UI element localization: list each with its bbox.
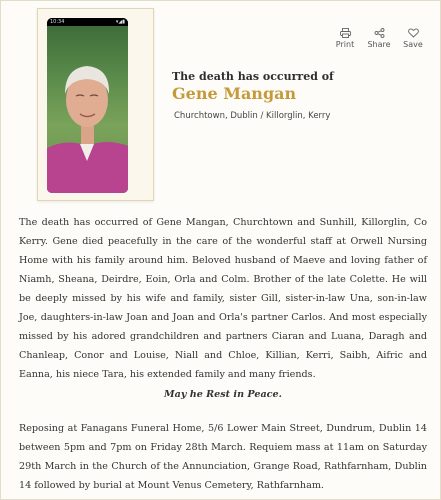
portrait-illustration bbox=[47, 26, 128, 193]
rest-in-peace: May he Rest in Peace. bbox=[164, 389, 282, 400]
save-button[interactable] bbox=[399, 28, 427, 49]
print-button[interactable] bbox=[331, 28, 359, 49]
notice-body bbox=[19, 213, 427, 495]
deceased-location: Churchtown, Dublin / Killorglin, Kerry bbox=[174, 111, 331, 121]
share-button[interactable] bbox=[365, 28, 393, 49]
deceased-photo bbox=[47, 18, 128, 193]
funeral-arrangements: Reposing at Fanagans Funeral Home, 5/6 Lower Main Street, Dundrum, Dublin 14 between 5pm and 7pm on Friday 28th March. Requiem mass at 11am on Saturday 29th March in the Church of the Annunciation, Grange Road, Rathfarnham, Dublin 14 followed by burial at Mount Venus Cemetery, Rathfarnham. bbox=[19, 423, 427, 491]
save-label: Save bbox=[403, 40, 423, 49]
photo-frame bbox=[37, 8, 154, 201]
printer-icon bbox=[340, 28, 351, 38]
phone-status-icons: ▾◢▮ bbox=[115, 19, 125, 25]
notice-actions bbox=[331, 28, 427, 49]
notice-paragraph: The death has occurred of Gene Mangan, Churchtown and Sunhill, Killorglin, Co Kerry. Gene died peacefully in the care of the wonderful staff at Orwell Nursing Home with his family around him. Beloved husband of Maeve and loving father of Niamh, Sheana, Deirdre, Eoin, Orla and Colm. Brother of the late Colette. He will be deeply missed by his wife and family, sister Gill, sister-in-law Una, son-in-law Joe, daughters-in-law Joan and Joan and Orla's partner Carlos. And most especially missed by his adored grandchildren and partners Ciaran and Luana, Daragh and Chanleap, Conor and Louise, Niall and Chloe, Killian, Kerri, Saibh, Aifric and Eanna, his niece Tara, his extended family and many friends. bbox=[19, 217, 427, 380]
print-label: Print bbox=[335, 40, 355, 49]
phone-time: 10:34 bbox=[50, 19, 65, 25]
heart-icon bbox=[408, 28, 419, 38]
phone-status-bar bbox=[47, 18, 128, 26]
notice-intro: The death has occurred of bbox=[172, 70, 334, 83]
deceased-name: Gene Mangan bbox=[172, 84, 297, 103]
share-label: Share bbox=[367, 40, 391, 49]
share-icon bbox=[374, 28, 385, 38]
